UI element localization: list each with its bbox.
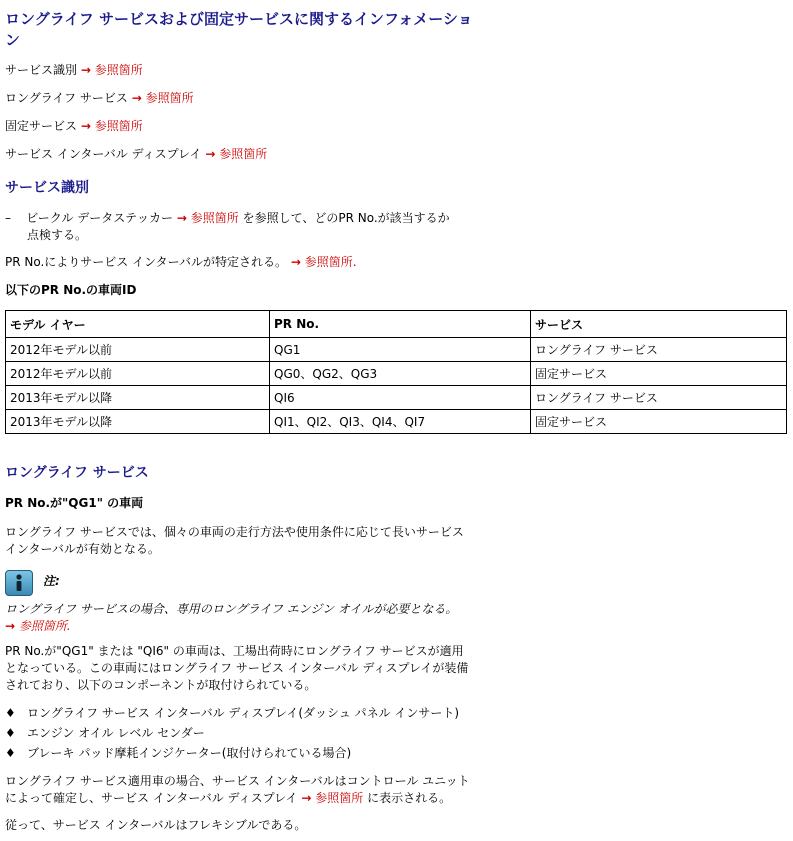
reference-link[interactable]: 参照箇所 (18, 619, 67, 633)
table-cell: ロングライフ サービス (531, 386, 787, 410)
section-heading-service-id: サービス識別 (5, 180, 89, 196)
toc-item: ロングライフ サービス → 参照箇所 (5, 91, 194, 105)
reference-link[interactable]: 参照箇所 (145, 91, 194, 105)
paragraph: 従って、サービス インターバルはフレキシブルである。 (5, 818, 307, 832)
table-heading: 以下のPR No.の車両ID (5, 283, 137, 297)
paragraph: ロングライフ サービスでは、個々の車両の走行方法や使用条件に応じて長いサービス インターバルが有効となる。 (5, 525, 464, 556)
pr-number-table (5, 310, 787, 434)
table-cell: QI1、QI2、QI3、QI4、QI7 (270, 410, 531, 434)
sub-heading: PR No.が"QG1" の車両 (5, 496, 144, 510)
table-cell: 固定サービス (531, 362, 787, 386)
step-item-continuation: 点検する。 (27, 228, 88, 242)
column-header: モデル イヤー (6, 311, 270, 338)
table-cell: ロングライフ サービス (531, 338, 787, 362)
paragraph: PR No.が"QG1" または "QI6" の車両は、工場出荷時にロングライフ サービスが適用となっている。この車両にはロングライフ サービス インターバル ディスプレイが装備されており、以下のコンポーネントが取付けられている。 (5, 644, 469, 692)
bullet-icon: ♦ (5, 706, 16, 720)
table-cell: QG1 (270, 338, 531, 362)
step-item: – ビークル データステッカー → 参照箇所 を参照して、どのPR No.が該当するか (5, 211, 450, 225)
bullet-icon: ♦ (5, 726, 16, 740)
bullet-icon: ♦ (5, 746, 16, 760)
table-row (6, 362, 787, 386)
note-text: ロングライフ サービスの場合、専用のロングライフ エンジン オイルが必要となる。 (5, 602, 458, 616)
arrow-icon: → (290, 255, 301, 269)
table-cell: 固定サービス (531, 410, 787, 434)
note-title: 注: (43, 574, 60, 588)
toc-item: サービス インターバル ディスプレイ → 参照箇所 (5, 147, 268, 161)
arrow-icon: → (80, 63, 91, 77)
note-reference: → 参照箇所. (5, 619, 71, 633)
toc-item: 固定サービス → 参照箇所 (5, 119, 143, 133)
dash-marker: – (5, 211, 11, 225)
column-header: サービス (531, 311, 787, 338)
list-item: ♦ ブレーキ パッド摩耗インジケーター(取付けられている場合) (5, 746, 352, 760)
reference-link[interactable]: 参照箇所 (94, 63, 143, 77)
table-row (6, 338, 787, 362)
arrow-icon: → (176, 211, 187, 225)
reference-link[interactable]: 参照箇所 (219, 147, 268, 161)
arrow-icon: → (5, 619, 16, 633)
reference-link[interactable]: 参照箇所 (304, 255, 353, 269)
arrow-icon: → (301, 791, 312, 805)
arrow-icon: → (205, 147, 216, 161)
info-icon (5, 570, 33, 596)
table-row (6, 410, 787, 434)
column-header: PR No. (270, 311, 531, 338)
table-cell: 2012年モデル以前 (6, 362, 270, 386)
reference-link[interactable]: 参照箇所 (315, 791, 364, 805)
reference-link[interactable]: 参照箇所 (190, 211, 239, 225)
arrow-icon: → (131, 91, 142, 105)
page-title: ロングライフ サービスおよび固定サービスに関するインフォメーション (5, 10, 473, 49)
table-cell: 2013年モデル以降 (6, 386, 270, 410)
toc-item: サービス識別 → 参照箇所 (5, 63, 143, 77)
paragraph-line: ロングライフ サービス適用車の場合、サービス インターバルはコントロール ユニット (5, 774, 470, 788)
table-cell: 2012年モデル以前 (6, 338, 270, 362)
table-row (6, 386, 787, 410)
table-cell: QI6 (270, 386, 531, 410)
list-item: ♦ エンジン オイル レベル センダー (5, 726, 205, 740)
section-heading-longlife: ロングライフ サービス (5, 465, 149, 481)
reference-link[interactable]: 参照箇所 (94, 119, 143, 133)
table-header-row (6, 311, 787, 338)
arrow-icon: → (80, 119, 91, 133)
paragraph: PR No.によりサービス インターバルが特定される。 → 参照箇所. (5, 255, 357, 269)
list-item: ♦ ロングライフ サービス インターバル ディスプレイ(ダッシュ パネル インサート) (5, 706, 460, 720)
table-cell: QG0、QG2、QG3 (270, 362, 531, 386)
paragraph-line: によって確定し、サービス インターバル ディスプレイ → 参照箇所 に表示される。 (5, 791, 452, 805)
table-cell: 2013年モデル以降 (6, 410, 270, 434)
